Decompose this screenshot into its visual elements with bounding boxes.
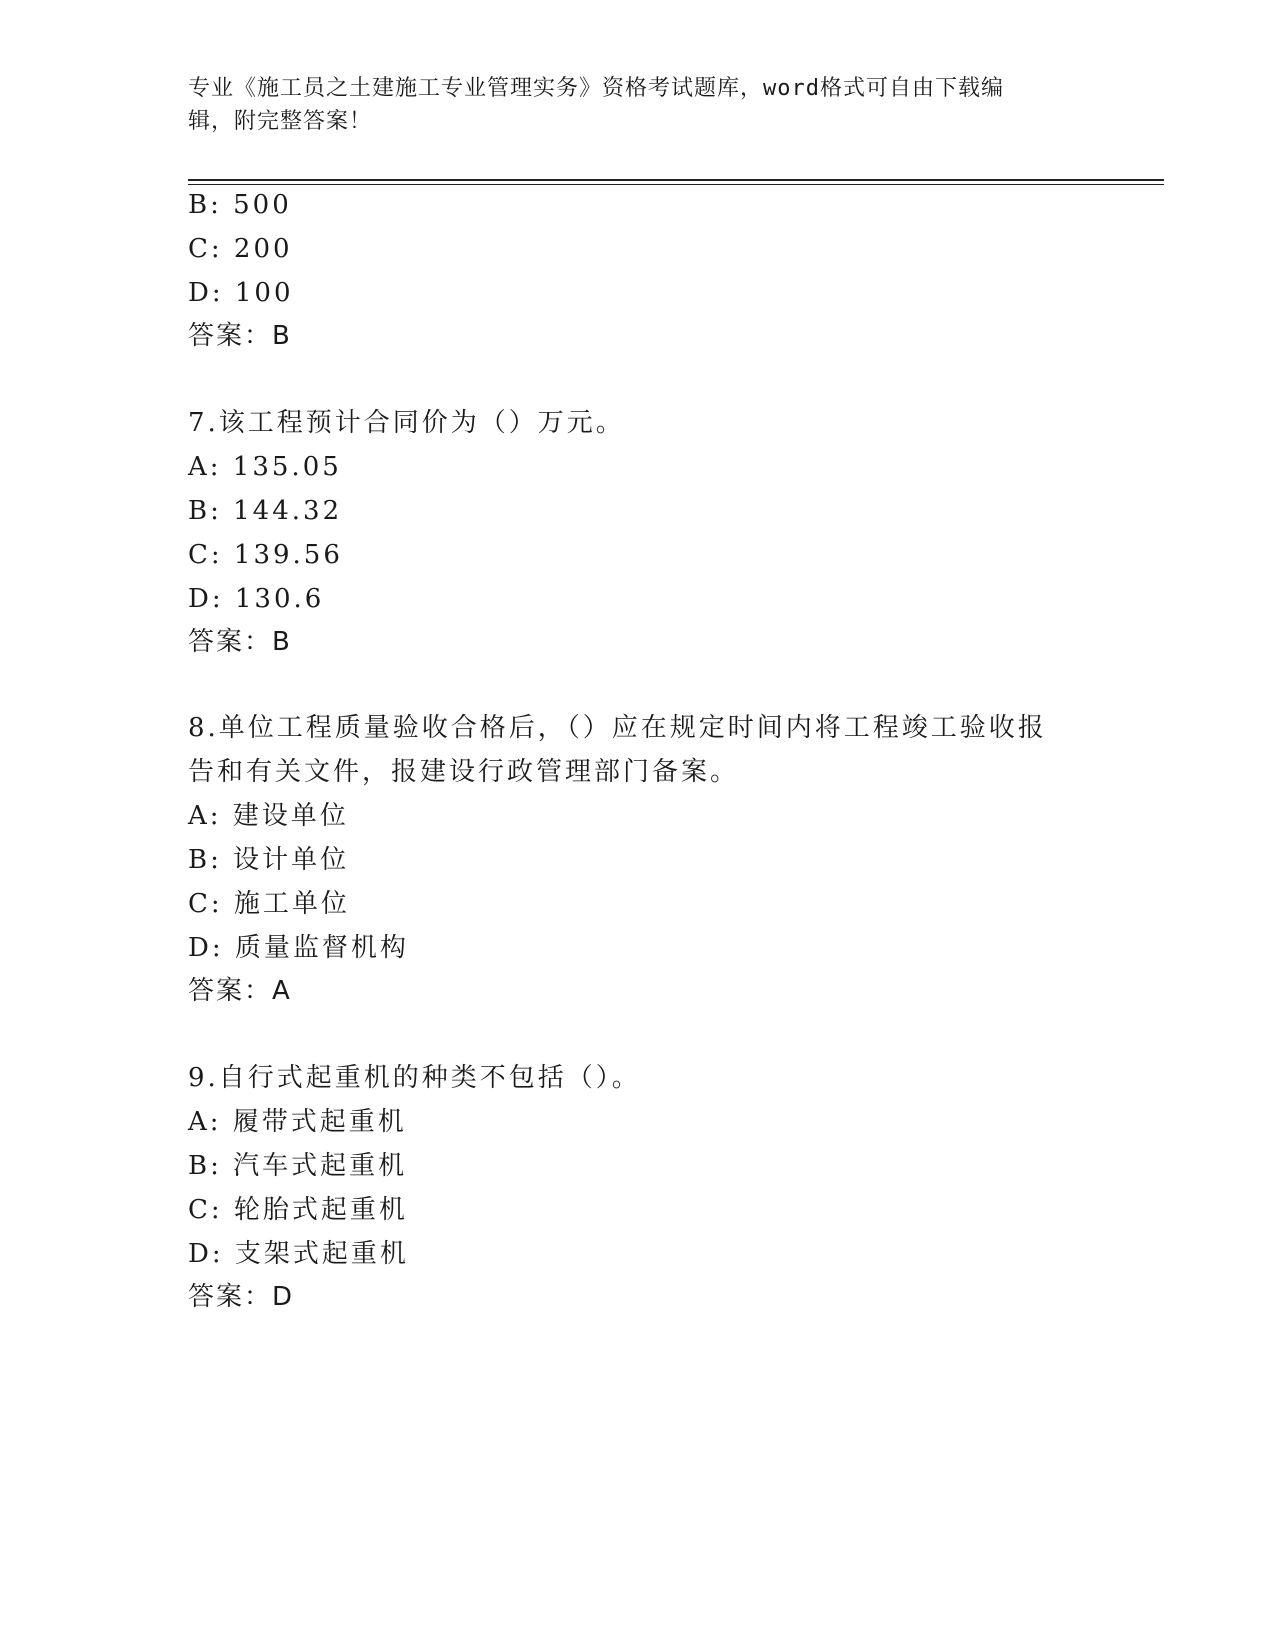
q7-option-a: A: 135.05 — [188, 452, 342, 482]
header-line-1: 专业《施工员之土建施工专业管理实务》资格考试题库，word格式可自由下载编 — [188, 76, 1004, 101]
q9-option-d: D: 支架式起重机 — [188, 1239, 409, 1269]
q7-option-d: D: 130.6 — [188, 584, 325, 614]
prev-answer: 答案：B — [188, 321, 292, 351]
q8-option-c: C: 施工单位 — [188, 889, 350, 919]
q9-question: 9.自行式起重机的种类不包括（）。 — [188, 1063, 641, 1093]
prev-option-b: B: 500 — [188, 190, 292, 220]
q8-option-d: D: 质量监督机构 — [188, 933, 409, 963]
header-line-2: 辑，附完整答案！ — [188, 109, 373, 134]
q8-answer: 答案：A — [188, 976, 292, 1006]
document-header — [188, 72, 1068, 138]
q9-option-c: C: 轮胎式起重机 — [188, 1195, 408, 1225]
q7-option-b: B: 144.32 — [188, 496, 343, 526]
header-divider-thick — [188, 179, 1164, 181]
prev-option-c: C: 200 — [188, 234, 293, 264]
q7-question: 7.该工程预计合同价为（）万元。 — [188, 408, 625, 438]
q8-option-a: A: 建设单位 — [188, 801, 349, 831]
q9-answer: 答案：D — [188, 1282, 295, 1312]
q7-answer: 答案：B — [188, 627, 292, 657]
header-divider-thin — [188, 184, 1164, 185]
q8-question-line-2: 告和有关文件，报建设行政管理部门备案。 — [188, 757, 740, 787]
q9-option-a: A: 履带式起重机 — [188, 1107, 407, 1137]
q7-option-c: C: 139.56 — [188, 540, 343, 570]
prev-option-d: D: 100 — [188, 278, 294, 308]
q8-question-line-1: 8.单位工程质量验收合格后，（）应在规定时间内将工程竣工验收报 — [188, 713, 1047, 743]
q8-option-b: B: 设计单位 — [188, 845, 350, 875]
q9-option-b: B: 汽车式起重机 — [188, 1151, 408, 1181]
